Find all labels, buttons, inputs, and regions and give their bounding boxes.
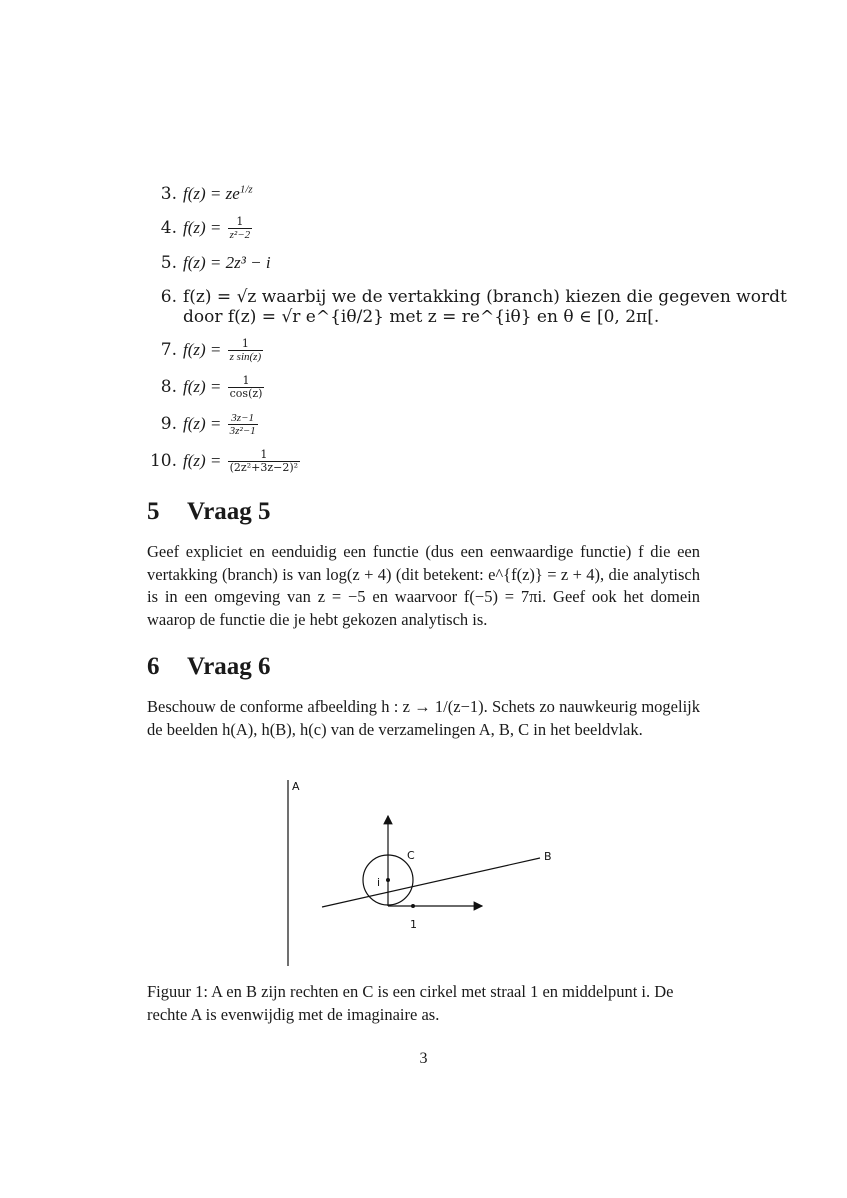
section-heading-5: 5 Vraag 5 bbox=[147, 498, 271, 525]
list-item-4: 4. f(z) = $\frac{1}{\text{z²−2}}$ bbox=[160, 215, 251, 241]
figure-diagram bbox=[270, 776, 580, 976]
fraction: $\frac{3z-1}{\text{3z²−1}}$ bbox=[229, 412, 256, 437]
label-i: i bbox=[377, 876, 381, 889]
fraction: $\frac{1}{\text{(2z²+3z−2)²}}$ bbox=[229, 448, 299, 474]
list-item-8: 8. f(z) = $\frac{1}{\cos(z)}$ bbox=[160, 374, 263, 400]
fraction: $\frac{1}{\text{z²−2}}$ bbox=[229, 215, 251, 241]
list-item-7: 7. f(z) = $\frac{1}{\text{z sin(z)}}$ bbox=[160, 337, 262, 363]
fraction: $\frac{1}{\text{z sin(z)}}$ bbox=[229, 337, 262, 363]
list-item-9: 9. f(z) = $\frac{3z-1}{\text{3z²−1}}$ bbox=[160, 412, 256, 437]
figure-caption: Figuur 1: A en B zijn rechten en C is een cirkel met straal 1 en middelpunt i. De rechte A is evenwijdig met de imaginaire as. bbox=[147, 982, 674, 1024]
page-number: 3 bbox=[419, 1050, 428, 1067]
label-b: B bbox=[544, 850, 552, 863]
label-a: A bbox=[292, 780, 300, 793]
section-heading-6: 6 Vraag 6 bbox=[147, 653, 271, 680]
point-i bbox=[386, 878, 390, 882]
section-5-paragraph: Geef expliciet en eenduidig een functie (dus een eenwaardige functie) f die een vertakking (branch) is van log(z + 4) (dit betekent: e^{f(z)} = z + 4), die analytisch is in een omgeving van z = −5 en waarvoor f(−5) = 7πi. Geef ook het domein waarop de functie die je hebt gekozen analytisch is. bbox=[147, 542, 700, 629]
label-c: C bbox=[407, 849, 415, 862]
fraction: $\frac{1}{\cos(z)}$ bbox=[229, 374, 263, 400]
list-item-6-continuation: door f(z) = √r e^{iθ/2} met z = re^{iθ} en θ ∈ [0, 2π[. bbox=[183, 307, 660, 327]
section-6-paragraph: Beschouw de conforme afbeelding h : z → 1/(z−1). Schets zo nauwkeurig mogelijk de beelden h(A), h(B), h(c) van de verzamelingen A, B, C in het beeldvlak. bbox=[147, 697, 700, 739]
list-item-5: 5. f(z) = 2z³ − i bbox=[160, 253, 271, 273]
list-item-10: 10. f(z) = $\frac{1}{\text{(2z²+3z−2)²}}$ bbox=[149, 448, 299, 474]
point-1 bbox=[411, 904, 415, 908]
list-item-6: 6. f(z) = √z waarbij we de vertakking (branch) kiezen die gegeven wordt bbox=[160, 287, 787, 307]
label-1: 1 bbox=[410, 918, 417, 931]
line-b bbox=[322, 858, 540, 907]
list-item-3: 3. $f(z) = ze^{1/z}$ bbox=[160, 183, 253, 204]
